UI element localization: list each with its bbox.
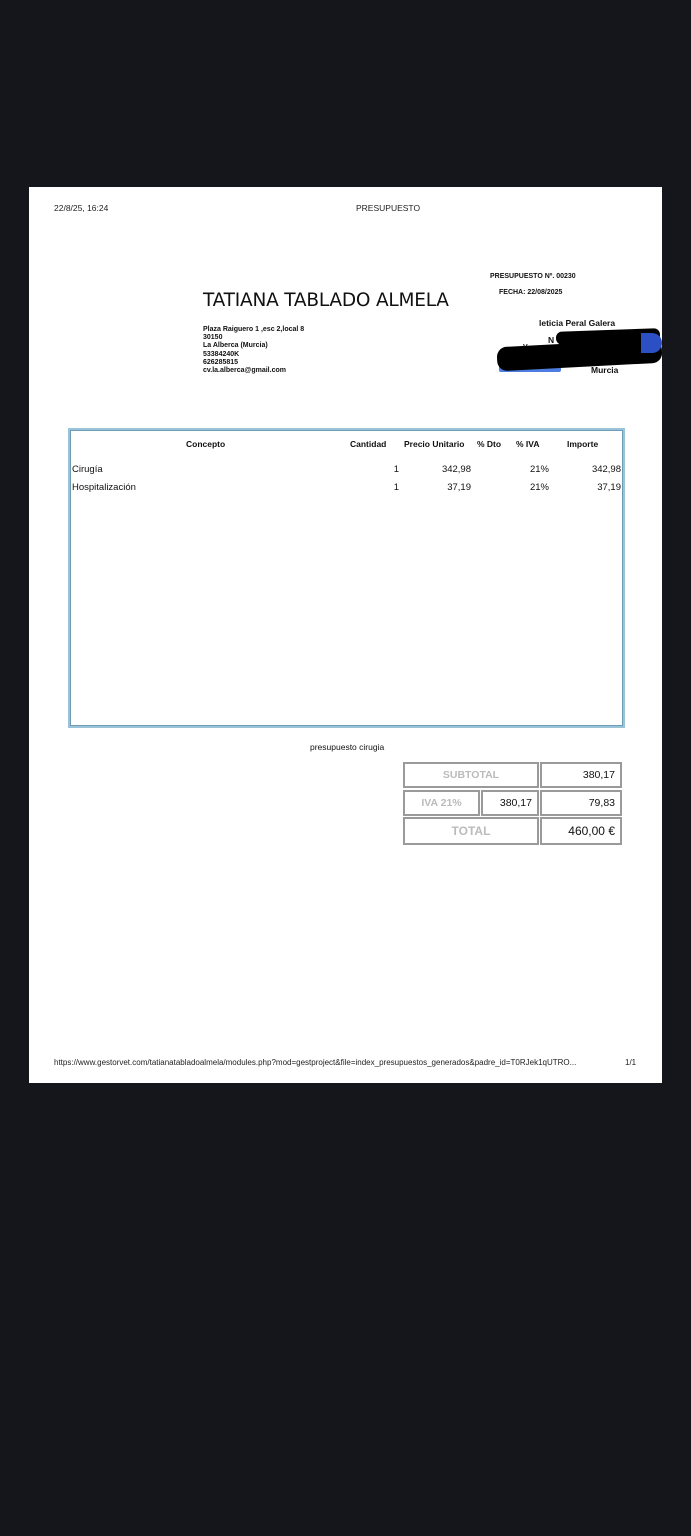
- print-title: PRESUPUESTO: [356, 203, 421, 213]
- address-line: 53384240K: [203, 350, 240, 358]
- address-line: 30150: [203, 334, 223, 342]
- cell-concepto: Hospitalización: [72, 482, 136, 493]
- redaction-mark: [496, 339, 662, 372]
- total-value: 460,00 €: [540, 817, 622, 845]
- cell-concepto: Cirugía: [72, 464, 103, 475]
- cell-iva: 21%: [529, 464, 549, 475]
- document-page: [29, 187, 662, 1083]
- col-header-dto: % Dto: [477, 439, 502, 449]
- print-datetime: 22/8/25, 16:24: [54, 203, 109, 213]
- client-name: leticia Peral Galera: [539, 318, 616, 328]
- cell-cantidad: 1: [393, 482, 399, 493]
- iva-value: 79,83: [540, 790, 622, 816]
- company-name: TATIANA TABLADO ALMELA: [203, 290, 449, 311]
- subtotal-value: 380,17: [540, 762, 622, 788]
- col-header-importe: Importe: [567, 439, 599, 449]
- line-items-table: [68, 428, 625, 728]
- iva-label: IVA 21%: [403, 790, 480, 816]
- company-address: [203, 326, 304, 375]
- col-header-cantidad: Cantidad: [350, 439, 387, 449]
- cell-importe: 342,98: [591, 464, 621, 475]
- address-line: cv.la.alberca@gmail.com: [203, 367, 286, 375]
- address-line: La Alberca (Murcia): [203, 342, 268, 350]
- redaction-highlight: [641, 333, 662, 353]
- address-line: 626285815: [203, 358, 239, 366]
- cell-precio: 37,19: [447, 482, 471, 493]
- client-city: Murcia: [591, 365, 619, 375]
- page-number: 1/1: [625, 1058, 637, 1067]
- total-label: TOTAL: [403, 817, 539, 845]
- cell-iva: 21%: [529, 482, 549, 493]
- budget-number: PRESUPUESTO Nº. 00230: [490, 273, 576, 280]
- cell-cantidad: 1: [393, 464, 399, 475]
- budget-note: presupuesto cirugia: [310, 742, 385, 752]
- cell-importe: 37,19: [597, 482, 621, 493]
- subtotal-label: SUBTOTAL: [403, 762, 539, 788]
- address-line: Plaza Raiguero 1 ,esc 2,local 8: [203, 326, 305, 333]
- cell-precio: 342,98: [441, 464, 471, 475]
- col-header-concepto: Concepto: [186, 439, 226, 449]
- print-url: https://www.gestorvet.com/tatianatabladoalmela/modules.php?mod=gestproject&file=index_presupuestos_generados&padre_id=T0RJek1qUTRO...: [54, 1058, 577, 1067]
- client-line-2: N: [548, 335, 555, 345]
- budget-date: FECHA: 22/08/2025: [499, 289, 563, 296]
- col-header-precio: Precio Unitario: [404, 439, 465, 449]
- iva-base: 380,17: [481, 790, 539, 816]
- col-header-iva: % IVA: [516, 439, 540, 449]
